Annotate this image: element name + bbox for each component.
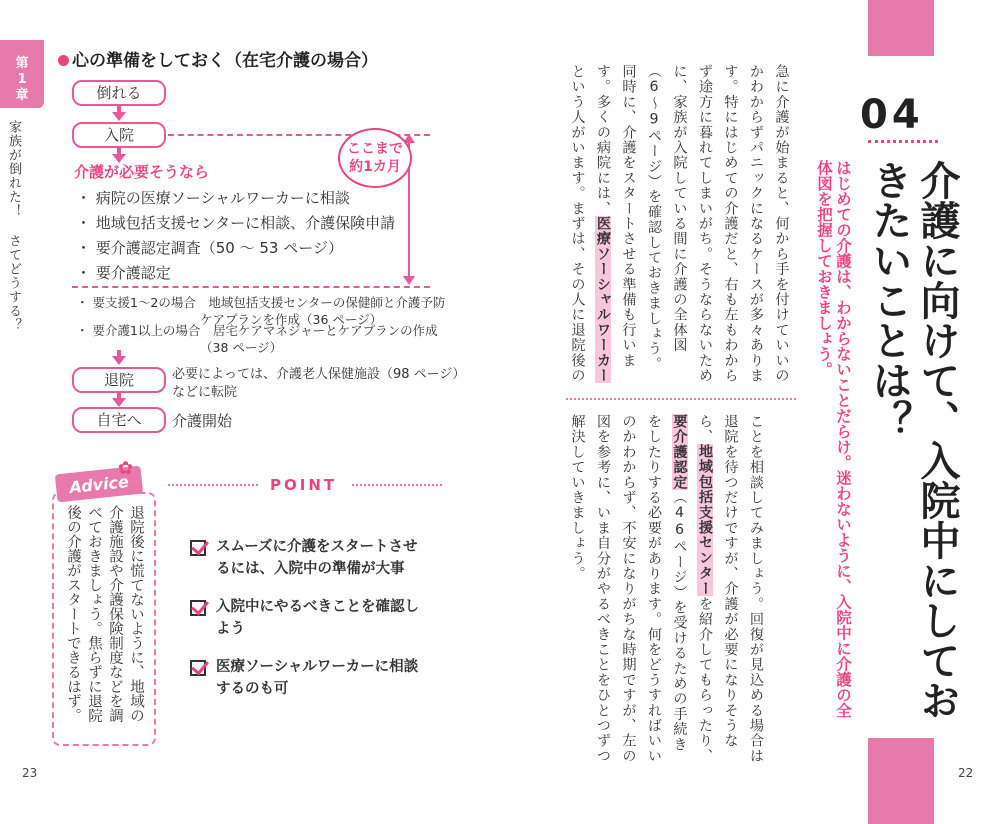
advice-tag: Advice <box>55 466 143 503</box>
chapter-tab-1: 第 <box>15 56 29 71</box>
section-dots <box>868 140 938 143</box>
sub-step-2-cont: （38 ページ） <box>200 340 283 355</box>
chapter-title: 家族が倒れた！ さてどうする？ <box>6 120 21 332</box>
flow-title <box>58 46 378 71</box>
body2-text-b: を紹介してもらったり、 <box>697 596 713 764</box>
section-number: 04 <box>860 92 924 138</box>
column-separator <box>566 398 796 400</box>
advice-text: 退院後に慌てないように、地域の介護施設や介護保険制度などを調べておきましょう。焦らずに退院後の介護がスタートできるはず。 <box>65 505 144 723</box>
highlight-msw: 医療ソーシャルワーカー <box>595 216 611 384</box>
flow-box-hospital: 入院 <box>72 122 166 148</box>
sub-step-2: ・ 要介護1以上の場合 居宅ケアマネジャーとケアプランの作成 <box>76 323 438 338</box>
bullet-dot-icon <box>58 55 69 66</box>
period-bubble <box>338 128 412 188</box>
sub-step-1: ・ 要支援1～2の場合 地域包括支援センターの保健師と介護予防 <box>76 295 446 310</box>
discharge-note-1: 必要によっては、介護老人保健施設（98 ページ） <box>172 367 466 382</box>
chapter-tab-2: 1 <box>17 72 27 87</box>
body2-text-c: （46ページ）を受けるための手続きをしたりする必要があります。何をどうすればいいのかわからず、不安になりがちな時期ですが、左の図を参考に、いま自分がやるべきことをひとつずつ解決していきましょう。 <box>569 414 688 764</box>
step-3: ・ 要介護認定調査（50 ～ 53 ページ） <box>76 239 343 257</box>
page-number-left: 23 <box>22 766 38 780</box>
flow-title-text: 心の準備をしておく（在宅介護の場合） <box>72 51 378 71</box>
point-rule-left <box>168 484 258 486</box>
sub-step-1-cont: ケアプランを作成（36 ページ） <box>200 312 383 327</box>
flow-box-discharge: 退院 <box>72 367 166 393</box>
point-1-line-2: るには、入院中の準備が大事 <box>216 561 405 577</box>
step-2: ・ 地域包括支援センターに相談、介護保険申請 <box>76 214 396 232</box>
arrow-down-icon <box>112 398 126 407</box>
range-line-bottom <box>72 286 430 288</box>
point-title: POINT <box>270 476 338 494</box>
flow-box-home: 自宅へ <box>72 407 166 433</box>
dove-icon: ✿ <box>118 458 134 479</box>
point-item-2 <box>216 596 419 640</box>
checkbox-icon <box>190 660 206 676</box>
highlight-certification: 要介護認定 <box>671 414 688 490</box>
point-rule-right <box>352 484 442 486</box>
pink-bar-bottom <box>868 738 934 824</box>
body-column-2 <box>564 414 768 764</box>
point-2-line-1: 入院中にやるべきことを確認し <box>216 599 419 615</box>
home-note: 介護開始 <box>172 412 233 430</box>
needs-care-label: 介護が必要そうなら <box>74 163 210 181</box>
bubble-line-1: ここまで <box>347 141 403 157</box>
point-3-line-2: するのも可 <box>216 681 289 697</box>
checkbox-icon <box>190 600 206 616</box>
section-title: 介護に向けて、入院中にしておきたいことは？ <box>866 160 960 720</box>
body-column-1 <box>564 64 794 384</box>
arrow-down-icon <box>403 276 415 285</box>
chapter-tab-3: 章 <box>15 88 29 103</box>
highlight-center: 地域包括支援センター <box>697 444 713 597</box>
body2-text-a: ことを相談してみましょう。回復が見込める場合は退院を待つだけですが、介護が必要になりそうなら、 <box>697 414 764 764</box>
page-number-right: 22 <box>958 766 974 780</box>
arrow-down-icon <box>112 112 126 121</box>
discharge-note-2: などに転院 <box>172 385 238 400</box>
point-2-line-2: よう <box>216 621 245 637</box>
bubble-line-2: 約1カ月 <box>349 159 401 175</box>
flow-box-fall: 倒れる <box>72 80 166 106</box>
checkbox-icon <box>190 540 206 556</box>
point-1-line-1: スムーズに介護をスタートさせ <box>216 539 418 555</box>
point-item-3 <box>216 656 418 700</box>
section-subtitle: はじめての介護は、わからないことだらけ。迷わないように、入院中に介護の全体図を把握しておきましょう。 <box>815 160 852 718</box>
pink-bar-top <box>868 0 934 56</box>
body1-text-b: という人がいます。まずは、その人に退院後の <box>569 64 586 384</box>
point-3-line-1: 医療ソーシャルワーカーに相談 <box>216 659 419 675</box>
point-item-1 <box>216 536 418 580</box>
step-1: ・ 病院の医療ソーシャルワーカーに相談 <box>76 189 350 207</box>
chapter-tab <box>0 40 44 108</box>
body1-text-a: 急に介護が始まると、何から手を付けていいのかわからずパニックになるケースが多々あります。特にはじめての介護だと、右も左もわからず途方に暮れてしまいがち。そうならないために、家族が入院している間に介護の全体図（6～9ページ）を確認しておきましょう。同時に、介護をスタートさせる準備も行います。多くの病院には、 <box>595 64 790 384</box>
arrow-down-icon <box>112 356 126 365</box>
step-4: ・ 要介護認定 <box>76 264 171 282</box>
